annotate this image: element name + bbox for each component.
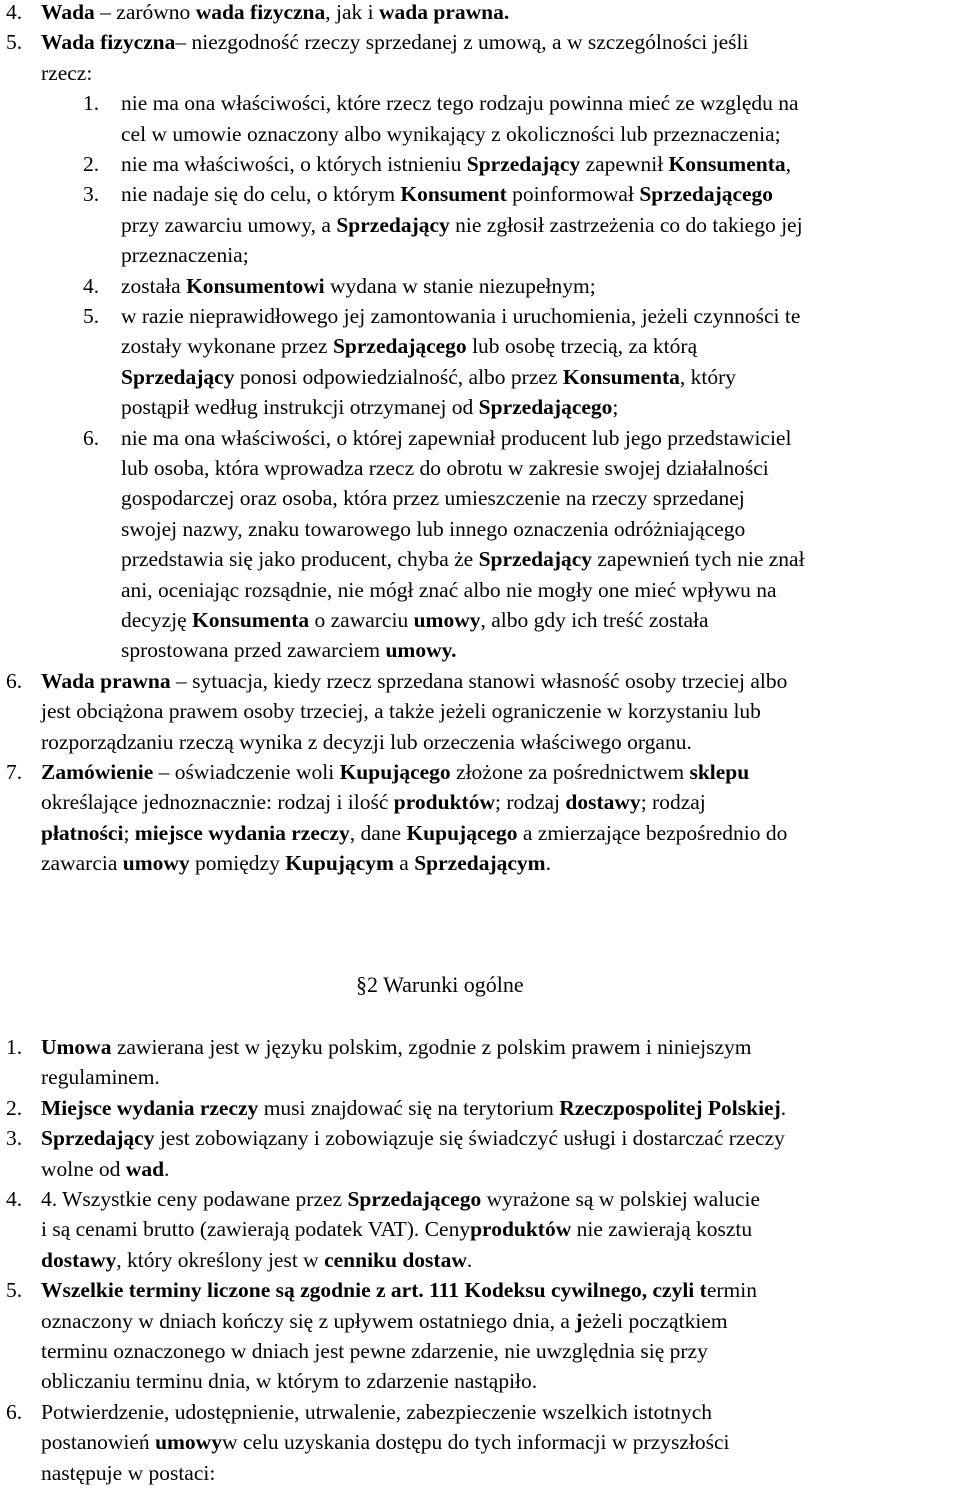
bold-term: Sprzedającego [332,334,467,359]
text-run: . [466,1247,473,1272]
term-line [41,1184,760,1214]
bold-term: Konsumenta [562,364,680,389]
text-run: pomiędzy [189,851,286,876]
sublist-number: 6. [83,425,100,450]
text-run: ponosi odpowiedzialność, albo przez [234,364,563,389]
sub-definition-line [121,149,791,179]
sub-definition-line [121,483,745,513]
text-run: Potwierdzenie, udostępnienie, utrwalenie, zabezpieczenie wszelkich istotnych [41,1399,713,1424]
text-run: zostały wykonane przez [121,334,333,359]
definition-line [41,27,748,57]
sub-definition-line [121,362,736,392]
text-run: – niezgodność rzeczy sprzedanej z umową, a w szczególności jeśli [175,30,749,55]
text-run: zapewnień tych nie znał [592,547,805,572]
definition-line [41,818,787,848]
bold-term: Kupującego [339,760,451,784]
bold-term: wada prawna. [379,0,510,24]
bold-term: Rzeczpospolitej Polskiej [559,1095,781,1120]
text-run: , albo gdy ich treść została [480,608,709,632]
text-run: lub osobę trzecią, za którą [466,334,698,359]
bold-term: miejsce wydania rzeczy [134,820,350,845]
text-run: gospodarczej oraz osoba, która przez umieszczenie na rzeczy sprzedanej [121,486,745,511]
text-run: została [121,273,187,298]
list-number: 6. [6,668,23,693]
text-run: . [164,1156,170,1181]
text-run: obliczaniu terminu dnia, w którym to zdarzenie nastąpiło. [41,1369,538,1394]
bold-term: umowy. [385,638,457,663]
text-run: nie ma ona właściwości, które rzecz tego rodzaju powinna mieć ze względu na [121,91,799,116]
text-run: a zmierzające bezpośrednio do [517,820,788,845]
text-run: wyrażone są w polskiej walucie [481,1187,761,1211]
term-line [41,1397,712,1427]
text-run: poinformował [506,182,640,207]
bold-term: Konsumenta [668,152,786,176]
text-run: swojej nazwy, znaku towarowego lub innego oznaczenia odróżniającego [121,516,746,541]
bold-term: Sprzedającego [478,395,613,420]
bold-term: Sprzedający [336,212,450,237]
text-run: . [780,1095,787,1120]
bold-term: Sprzedającego [639,182,774,207]
list-number: 3. [6,1126,23,1151]
bold-term: produktów [470,1217,572,1242]
sublist-number: 1. [83,91,100,116]
text-run: sprostowana przed zawarciem [121,638,386,663]
term-line [41,1275,757,1305]
definition-line [41,58,92,88]
term-line [41,1366,537,1396]
text-run: postanowień [41,1430,156,1455]
text-run: terminu oznaczonego w dniach jest pewne zdarzenie, nie uwzględnia się przy [41,1339,708,1363]
list-number: 2. [6,1095,23,1120]
bold-term: produktów [393,790,495,815]
sub-definition-line [121,88,799,118]
bold-term: płatności [41,820,124,845]
sub-definition-line [121,392,618,422]
text-run: w celu uzyskania dostępu do tych informacji w przyszłości [221,1430,730,1455]
text-run: regulaminem. [41,1065,160,1090]
text-run: – zarówno [94,0,196,24]
bold-term: Sprzedający [466,152,581,176]
term-line [41,1306,728,1336]
text-run: 4. Wszystkie ceny podawane przez [41,1187,348,1211]
text-run: rzecz: [41,60,93,85]
text-run: postąpił według instrukcji otrzymanej od [121,395,479,420]
bold-term: umowy [122,851,190,876]
bold-term: Wada fizyczna [41,30,176,55]
definition-line [41,757,749,787]
text-run: i są cenami brutto (zawierają podatek VAT). Ceny [41,1217,471,1242]
text-run: jest obciążona prawem osoby trzeciej, a także jeżeli ograniczenie w korzystaniu lub [41,699,761,724]
sublist-number: 4. [83,273,100,298]
term-line [41,1245,472,1275]
bold-term: Sprzedającego [347,1187,482,1211]
text-run: nie zgłosił zastrzeżenia co do takiego jej [449,212,803,237]
sublist-number: 5. [83,304,100,328]
bold-term: wad [125,1156,165,1181]
text-run: w razie nieprawidłowego jej zamontowania i uruchomienia, jeżeli czynności te [121,304,801,328]
bold-term: umowy [155,1430,222,1455]
bold-term: dostawy [41,1247,117,1272]
sub-definition-line [121,271,596,301]
text-run: , [785,152,791,176]
text-run: ani, oceniając rozsądnie, nie mógł znać albo nie mogły one mieć wpływu na [121,577,777,602]
definition-line [41,787,706,817]
definition-line [41,666,787,696]
text-run: , który [679,364,737,389]
text-run: – oświadczenie woli [153,760,340,784]
text-run: zapewnił [580,152,669,176]
text-run: ; rodzaj [640,790,706,815]
definition-line [41,848,551,878]
bold-term: Miejsce wydania rzeczy [41,1095,259,1120]
text-run: określające jednoznacznie: rodzaj i ilość [41,790,394,815]
text-run: oznaczony w dniach kończy się z upływem ostatniego dnia, a [41,1308,576,1333]
text-run: jest zobowiązany i zobowiązuje się świadczyć usługi i dostarczać rzeczy [154,1126,785,1151]
bold-term: Konsumenta [192,608,310,632]
sub-definition-line [121,210,803,240]
sub-definition-line [121,423,791,453]
text-run: przeznaczenia; [121,243,249,268]
text-run: ermin [706,1278,757,1303]
text-run: , jak i [325,0,380,24]
text-run: przy zawarciu umowy, a [121,212,337,237]
list-number: 4. [6,0,23,24]
sub-definition-line [121,240,249,270]
text-run: lub osoba, która wprowadza rzecz do obrotu w zakresie swojej działalności [121,456,769,480]
text-run: ; rodzaj [494,790,566,815]
text-run: zawierana jest w języku polskim, zgodnie z polskim prawem i niniejszym [111,1035,752,1059]
sublist-number: 2. [83,152,100,176]
bold-term: Sprzedającym [414,851,546,876]
text-run: złożone za pośrednictwem [450,760,690,784]
definition-line [41,727,692,757]
bold-term: Kupującego [406,820,518,845]
text-run: , dane [349,820,407,845]
text-run: . [545,851,551,876]
term-line [41,1154,169,1184]
list-number: 7. [6,760,23,784]
list-number: 6. [6,1399,23,1424]
term-line [41,1032,752,1062]
text-run: – sytuacja, kiedy rzecz sprzedana stanowi własność osoby trzeciej albo [170,668,788,693]
text-run: następuje w postaci: [41,1460,216,1485]
bold-term: Zamówienie [41,760,154,784]
text-run: o zawarciu [309,608,414,632]
text-run: przedstawia się jako producent, chyba że [121,547,479,572]
section-heading: §2 Warunki ogólne [356,972,524,997]
term-line [41,1062,160,1092]
bold-term: Wada prawna [41,668,171,693]
text-run: nie nadaje się do celu, o którym [121,182,401,207]
text-run: ; [123,820,135,845]
bold-term: Kupującym [285,851,394,876]
bold-term: Konsument [400,182,507,207]
sub-definition-line [121,605,709,635]
text-run: nie zawierają kosztu [571,1217,753,1242]
sub-definition-line [121,575,777,605]
bold-term: umowy [413,608,481,632]
term-line [41,1214,752,1244]
sub-definition-line [121,514,745,544]
list-number: 4. [6,1187,23,1211]
sub-definition-line [121,453,769,483]
sub-definition-line [121,544,805,574]
text-run: cel w umowie oznaczony albo wynikający z okoliczności lub przeznaczenia; [121,121,781,146]
bold-term: Sprzedający [121,364,235,389]
bold-term: sklepu [689,760,750,784]
text-run: nie ma właściwości, o których istnieniu [121,152,467,176]
sub-definition-line [121,301,800,331]
list-number: 5. [6,1278,23,1303]
text-run: decyzję [121,608,193,632]
sub-definition-line [121,179,773,209]
bold-term: Sprzedający [478,547,593,572]
bold-term: Sprzedający [41,1126,155,1151]
text-run: eżeli początkiem [582,1308,728,1333]
text-run: ; [612,395,619,420]
text-run: nie ma ona właściwości, o której zapewniał producent lub jego przedstawiciel [121,425,792,450]
bold-term: cenniku dostaw [324,1247,467,1272]
bold-term: wada fizyczna [195,0,326,24]
text-run: , który określony jest w [116,1247,325,1272]
list-number: 5. [6,30,23,55]
text-run: wydana w stanie niezupełnym; [324,273,596,298]
bold-term: Konsumentowi [186,273,325,298]
term-line [41,1336,708,1366]
bold-term: Umowa [41,1035,112,1059]
sub-definition-line [121,635,457,665]
sub-definition-line [121,119,781,149]
definition-line [41,0,509,27]
term-line [41,1427,729,1457]
term-line [41,1123,785,1153]
sublist-number: 3. [83,182,100,207]
text-run: musi znajdować się na terytorium [258,1095,560,1120]
bold-term: Wszelkie terminy liczone są zgodnie z art. 111 Kodeksu cywilnego, czyli t [41,1278,707,1303]
definition-line [41,696,761,726]
term-line [41,1458,215,1488]
sub-definition-line [121,331,697,361]
bold-term: j [575,1308,583,1333]
list-number: 1. [6,1035,23,1059]
bold-term: Wada [41,0,95,24]
text-run: wolne od [41,1156,126,1181]
text-run: rozporządzaniu rzeczą wynika z decyzji lub orzeczenia właściwego organu. [41,729,692,754]
term-line [41,1093,786,1123]
text-run: a [393,851,415,876]
text-run: zawarcia [41,851,123,876]
bold-term: dostawy [565,790,641,815]
